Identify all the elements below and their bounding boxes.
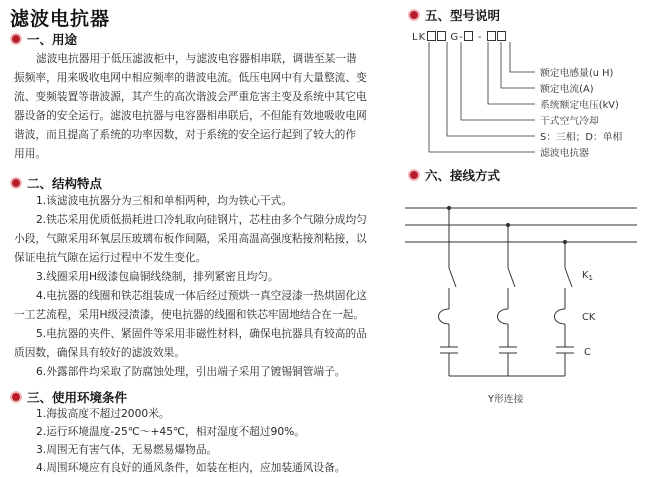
section-heading-text: 一、用途	[27, 32, 78, 47]
section-heading-usage	[10, 30, 77, 48]
section-heading-model	[408, 6, 500, 24]
list-item: 3.周围无有害气体，无易燃易爆物品。	[36, 443, 218, 456]
environment-list	[14, 405, 394, 477]
bullet-icon	[10, 177, 22, 189]
list-item: 2.铁芯采用优质低损耗进口冷轧取向硅钢片，芯柱由多个气隙分成均匀	[36, 213, 367, 226]
list-item: 4.周围环境应有良好的通风条件，如装在柜内，应加装通风设备。	[36, 461, 346, 474]
model-label: 滤波电抗器	[540, 148, 589, 159]
section-heading-wiring	[408, 166, 500, 184]
text-line: 器设备的安全运行。滤波电抗器与电容器相串联后，不但能有效地吸收电网	[14, 109, 367, 122]
label-k1	[582, 270, 593, 282]
diagram-caption: Y形连接	[488, 394, 524, 405]
model-leader-lines	[405, 40, 540, 165]
label-k1-text: K	[582, 270, 589, 281]
list-item: 4.电抗器的线圈和铁芯组装成一体后经过预烘一真空浸漆一热烘固化这	[36, 289, 367, 302]
list-item-cont: 一工艺流程，采用H级浸渍漆，使电抗器的线圈和铁芯牢固地结合在一起。	[14, 308, 365, 321]
model-label: S：三相；D：单相	[540, 132, 623, 143]
list-item-cont: 保证电抗气隙在运行过程中不发生变化。	[14, 251, 207, 264]
list-item-cont: 小段，气隙采用环氧层压玻璃布板作间隔，采用高温高强度粘接剂粘接，以	[14, 232, 367, 245]
section-heading-text: 六、接线方式	[425, 168, 501, 183]
text-line: 用用。	[14, 147, 47, 160]
section-heading-text: 三、使用环境条件	[27, 390, 128, 405]
model-label: 系统额定电压(kV)	[540, 100, 619, 111]
wiring-diagram	[405, 196, 645, 396]
list-item: 1.该滤波电抗器分为三相和单相两种，均为铁心干式。	[36, 194, 293, 207]
list-item-cont: 质因数，确保具有较好的滤波效果。	[14, 346, 186, 359]
text-line: 流、变频装置等谐波源，其产生的高次谐波会严重危害主变及系统中其它电	[14, 90, 367, 103]
model-code-middle: G-	[450, 32, 464, 43]
page-title: 滤波电抗器	[10, 8, 111, 30]
features-list	[14, 191, 394, 381]
model-code-dash: -	[477, 32, 483, 43]
bullet-icon	[408, 9, 420, 21]
model-label: 干式空气冷却	[540, 116, 599, 127]
section-heading-text: 二、结构特点	[27, 176, 103, 191]
text-line: 振频率，用来吸收电网中相应频率的谐波电流。低压电网中有大量整流、变	[14, 71, 367, 84]
list-item: 5.电抗器的夹件、紧固件等采用非磁性材料，确保电抗器具有较高的品	[36, 327, 367, 340]
section-heading-text: 五、型号说明	[425, 8, 501, 23]
bullet-icon	[10, 391, 22, 403]
model-label: 额定电感量(u H)	[540, 68, 614, 79]
model-code-prefix: LK	[412, 32, 427, 43]
section-heading-environment	[10, 388, 127, 406]
usage-paragraph	[14, 49, 394, 163]
model-label: 额定电流(A)	[540, 84, 594, 95]
bullet-icon	[408, 169, 420, 181]
text-line: 谐波，而且提高了系统的功率因数，对于系统的安全运行起到了较大的作	[14, 128, 357, 141]
label-c: C	[584, 347, 591, 358]
list-item: 1.海拔高度不超过2000米。	[36, 407, 170, 420]
text-line: 滤波电抗器用于低压滤波柜中，与滤波电容器相串联，调谐至某一谐	[36, 52, 357, 65]
bullet-icon	[10, 33, 22, 45]
label-k1-subscript: 1	[588, 274, 593, 282]
section-heading-features	[10, 174, 102, 192]
label-ck: CK	[582, 312, 596, 323]
list-item: 6.外露部件均采取了防腐蚀处理，引出端子采用了镀锡铜管端子。	[36, 365, 346, 378]
list-item: 2.运行环境温度-25℃～+45℃，相对湿度不超过90%。	[36, 425, 305, 438]
list-item: 3.线圈采用H级漆包扁铜线绕制，排列紧密且均匀。	[36, 270, 279, 283]
